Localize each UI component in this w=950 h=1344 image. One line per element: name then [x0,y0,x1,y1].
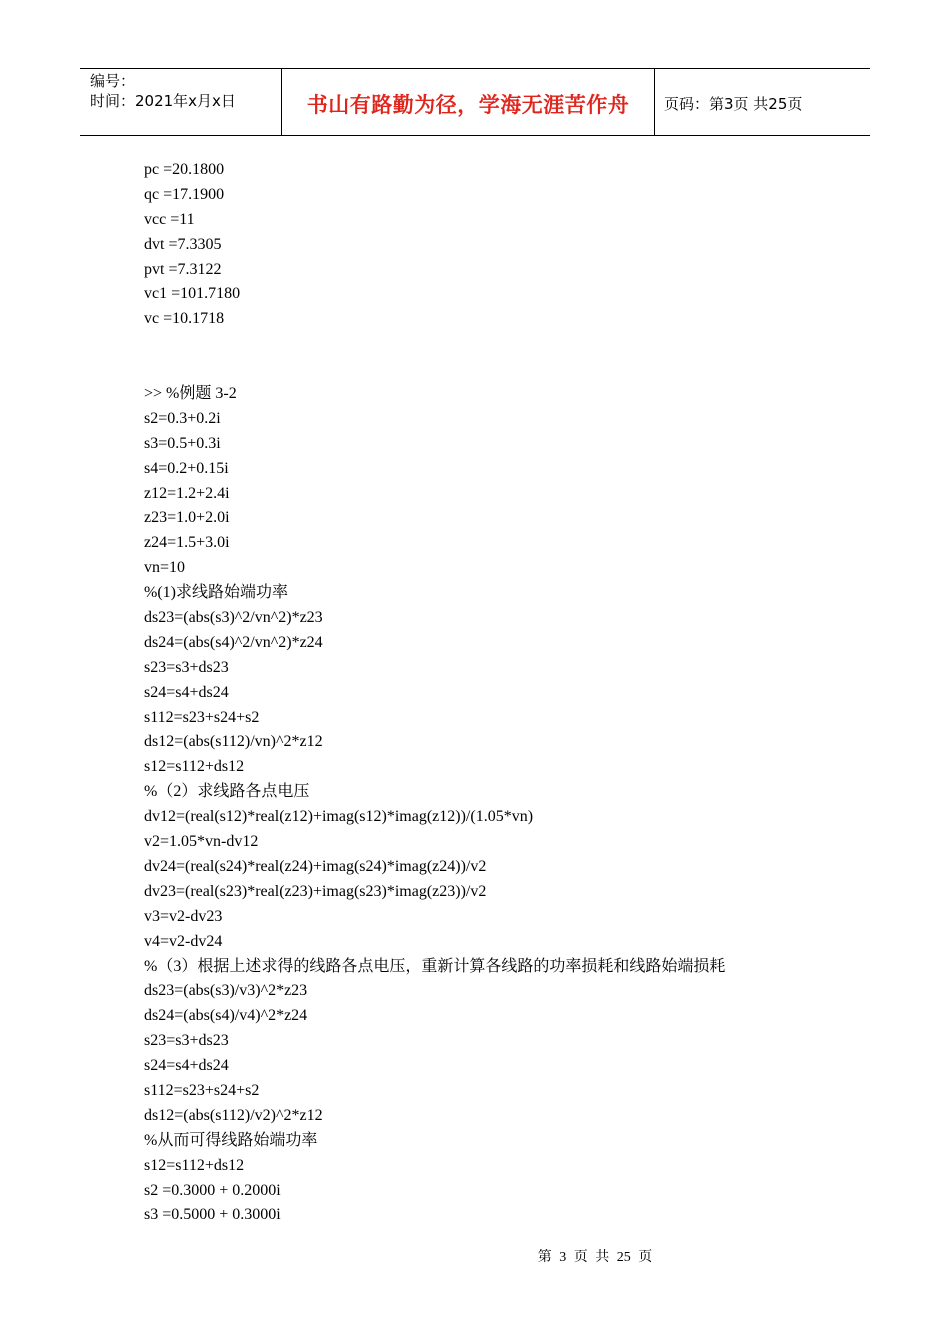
code-line [144,332,864,357]
code-line: ds12=(abs(s112)/v2)^2*z12 [144,1106,323,1124]
code-line: s23=s3+ds23 [144,658,229,676]
code-line: pc =20.1800 [144,161,225,178]
code-line: vn=10 [144,559,186,577]
code-line: dv12=(real(s12)*real(z12)+imag(s12)*imag(z12))/(1.05*vn) [144,808,534,826]
code-line: s24=s4+ds24 [144,683,229,701]
code-line: s23=s3+ds23 [144,1032,229,1050]
code-line: v2=1.05*vn-dv12 [144,833,259,851]
code-line: vc1 =101.7180 [144,285,241,303]
code-line: s3=0.5+0.3i [144,434,221,452]
code-line: ds23=(abs(s3)^2/vn^2)*z23 [144,609,323,627]
code-line: vcc =11 [144,210,195,228]
page-header [80,68,870,136]
code-line: %（3）根据上述求得的线路各点电压，重新计算各线路的功率损耗和线路始端损耗 [144,957,726,975]
code-line: s112=s23+s24+s2 [144,1081,260,1099]
header-page-number: 页码：第3页 共25页 [664,94,803,113]
code-line: s2 =0.3000 + 0.2000i [144,1181,281,1199]
document-number-label: 编号： [90,72,136,90]
code-line: ds24=(abs(s4)/v4)^2*z24 [144,1007,308,1025]
header-meta [90,71,280,111]
code-line: v3=v2-dv23 [144,907,223,925]
code-line: ds23=(abs(s3)/v3)^2*z23 [144,982,308,1000]
code-line: dvt =7.3305 [144,235,222,253]
header-divider-right [654,69,655,135]
code-line: %（2）求线路各点电压 [144,783,310,801]
code-line: s4=0.2+0.15i [144,459,229,477]
code-line: dv24=(real(s24)*real(z24)+imag(s24)*imag(z24))/v2 [144,857,487,875]
code-line: s24=s4+ds24 [144,1057,229,1075]
code-line: s112=s23+s24+s2 [144,708,260,726]
code-line: s2=0.3+0.2i [144,409,221,427]
code-line: v4=v2-dv24 [144,932,223,950]
code-line: pvt =7.3122 [144,260,222,278]
document-time-label: 时间：2021年x月x日 [90,92,236,110]
code-line: s12=s112+ds12 [144,758,245,776]
code-line [144,357,864,382]
code-line: %从而可得线路始端功率 [144,1131,318,1149]
code-line: z24=1.5+3.0i [144,534,230,552]
code-line: s3 =0.5000 + 0.3000i [144,1206,281,1224]
header-motto: 书山有路勤为径，学海无涯苦作舟 [306,93,630,117]
code-line: >> %例题 3-2 [144,385,237,403]
code-line: ds24=(abs(s4)^2/vn^2)*z24 [144,633,323,651]
code-line: dv23=(real(s23)*real(z23)+imag(s23)*imag(z23))/v2 [144,882,487,900]
code-line: ds12=(abs(s112)/vn)^2*z12 [144,733,323,751]
page-footer: 第 3 页 共 25 页 [537,1250,653,1265]
code-line: qc =17.1900 [144,185,225,203]
code-line: z12=1.2+2.4i [144,484,230,502]
code-line: s12=s112+ds12 [144,1156,245,1174]
code-line: z23=1.0+2.0i [144,509,230,527]
code-listing [144,158,864,1228]
code-line: %(1)求线路始端功率 [144,584,288,602]
code-line: vc =10.1718 [144,310,225,328]
